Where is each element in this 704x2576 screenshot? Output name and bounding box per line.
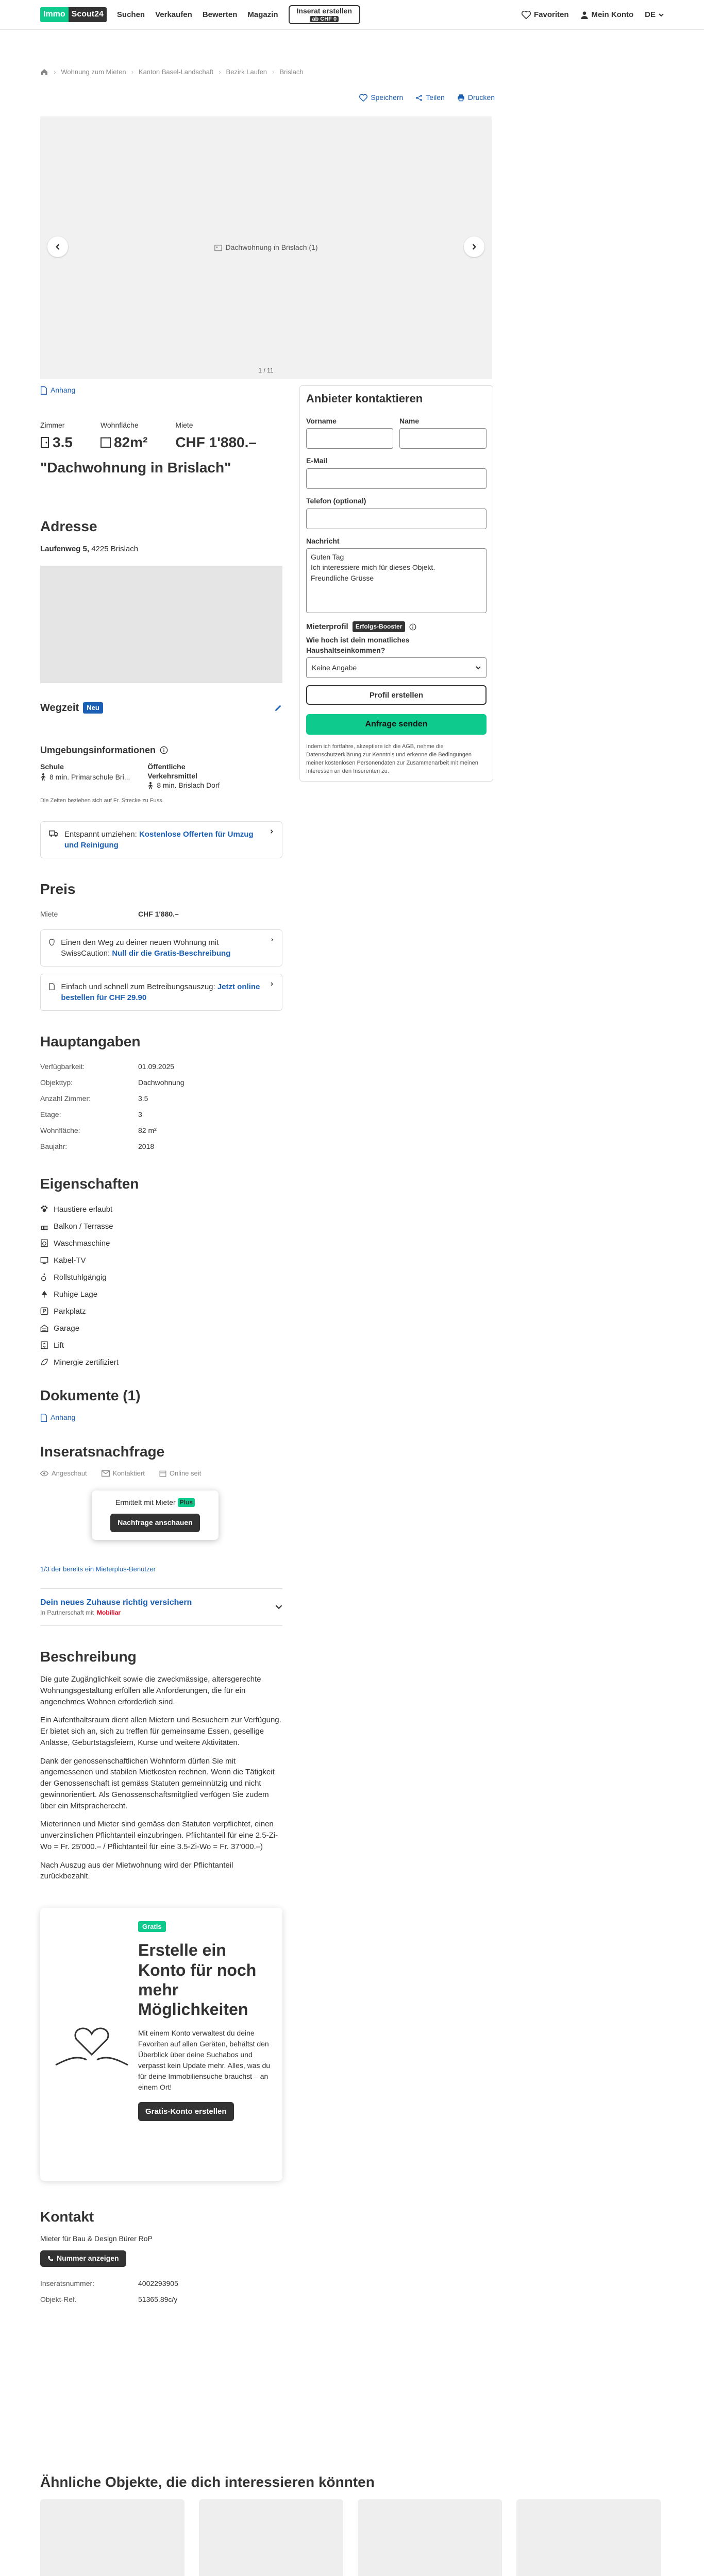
feature-label: Ruhige Lage [54, 1290, 98, 1299]
list-item [40, 1218, 282, 1235]
similar-heading: Ähnliche Objekte, die dich interessieren könnten [40, 2474, 375, 2490]
main-facts-table [40, 1059, 282, 1155]
favorites-label: Favoriten [533, 10, 569, 19]
garage-icon [40, 1324, 48, 1332]
chevron-right-icon [270, 981, 274, 987]
price-label: Miete [40, 910, 58, 919]
listing-title: "Dachwohnung in Brislach" [40, 460, 231, 476]
attachment-label: Anhang [51, 386, 76, 394]
nav-item-sell[interactable]: Verkaufen [155, 10, 192, 19]
fact-value: 3 [138, 1110, 142, 1119]
feature-label: Kabel-TV [54, 1256, 86, 1265]
table-row [40, 1123, 282, 1139]
pencil-icon[interactable] [274, 704, 282, 712]
chevron-right-icon [271, 937, 274, 942]
door-icon [40, 437, 49, 448]
gallery-next-button[interactable] [464, 236, 484, 257]
surroundings-note: Die Zeiten beziehen sich auf Fr. Strecke zu Fuss. [40, 797, 164, 804]
transit-label: Öffentliche Verkehrsmittel [147, 762, 197, 781]
travel-time-label: Wegzeit [40, 702, 79, 714]
site-header [0, 0, 704, 30]
gallery-image-placeholder [214, 243, 318, 253]
similar-list [40, 2499, 664, 2576]
area-value: 82m² [113, 434, 148, 451]
broken-image-icon [214, 244, 223, 252]
similar-card-skeleton[interactable] [516, 2499, 661, 2576]
fact-value: 2018 [138, 1142, 155, 1151]
create-listing-button[interactable] [289, 5, 360, 24]
tenant-profile-label: Mieterprofil [306, 622, 348, 632]
school-value: 8 min. Primarschule Bri... [49, 772, 130, 781]
table-row [40, 1139, 282, 1155]
message-textarea[interactable]: Guten Tag Ich interessiere mich für dieses Objekt. Freundliche Grüsse [306, 548, 487, 613]
create-listing-price: ab CHF 0 [310, 16, 339, 22]
chevron-down-icon [476, 665, 481, 670]
plus-badge: Plus [178, 1498, 195, 1507]
chevron-down-icon [275, 1603, 282, 1611]
surroundings-title: Umgebungsinformationen [40, 744, 156, 755]
phone-icon [47, 2256, 54, 2262]
table-row [40, 1107, 282, 1123]
tv-icon [40, 1256, 48, 1264]
site-logo[interactable] [40, 8, 107, 22]
inquiry-widget [40, 1469, 282, 1577]
key-fact-area [100, 420, 147, 453]
booster-badge: Erfolgs-Booster [353, 621, 406, 632]
create-account-button[interactable]: Gratis-Konto erstellen [138, 2102, 234, 2121]
walk-icon [40, 773, 46, 781]
washing-machine-icon [40, 1239, 48, 1247]
list-item [40, 1303, 282, 1320]
create-listing-label: Inserat erstellen [296, 7, 352, 15]
contact-form-heading: Anbieter kontaktieren [306, 392, 423, 405]
map[interactable] [40, 566, 282, 683]
key-fact-rooms [40, 420, 73, 453]
inquiry-heading: Inseratsnachfrage [40, 1443, 165, 1460]
contact-value: 4002293905 [138, 2279, 178, 2288]
paw-icon [40, 1205, 48, 1213]
debt-extract-card[interactable] [40, 974, 282, 1011]
breadcrumb [0, 56, 704, 89]
table-row [40, 1091, 282, 1107]
table-row [40, 1075, 282, 1091]
list-item [40, 1286, 282, 1303]
save-button[interactable] [359, 93, 403, 103]
similar-card-skeleton[interactable] [358, 2499, 502, 2576]
fact-key: Etage: [40, 1110, 61, 1119]
email-label: E-Mail [306, 456, 328, 465]
features-heading: Eigenschaften [40, 1175, 139, 1192]
features-list [40, 1201, 282, 1371]
walk-icon [147, 782, 154, 789]
breadcrumb-separator: › [272, 67, 275, 76]
feature-label: Rollstuhlgängig [54, 1273, 107, 1282]
address-street: Laufenweg 5, [40, 544, 90, 553]
truck-icon [49, 829, 58, 838]
list-item [40, 1201, 282, 1218]
heart-icon [522, 11, 531, 19]
tab-online-since-label: Online seit [169, 1469, 202, 1477]
moving-offer-text: Entspannt umziehen: [64, 830, 139, 839]
insurance-link[interactable]: Dein neues Zuhause richtig versichern [40, 1598, 192, 1607]
moving-offer-link[interactable]: Kostenlose Offerten für Umzug und Reinigung [64, 830, 254, 850]
description-paragraph: Dank der genossenschaftlichen Wohnform dürfen Sie mit angemessenen und stabilen Mietkosten rechnen. Wenn die Tätigkeit der Genossenschaft ist gemäss Statuten gemeinnützig und nicht gewinnorientiert. Als Genossenschaftsmitglied verfügen Sie zudem über ein Mitspracherecht. [40, 1756, 275, 1810]
breadcrumb-separator: › [54, 67, 56, 76]
listing-actions [359, 93, 495, 103]
first-name-input[interactable] [306, 428, 393, 449]
calendar-icon [159, 1470, 166, 1477]
contact-key: Objekt-Ref. [40, 2295, 77, 2304]
eye-icon [40, 1470, 48, 1477]
first-name-label: Vorname [306, 416, 337, 425]
inquiry-popup [92, 1490, 219, 1540]
info-icon[interactable] [409, 623, 416, 631]
chevron-down-icon [659, 12, 664, 18]
income-question: Wie hoch ist dein monatliches Haushaltseinkommen? [306, 636, 410, 654]
moving-offer-card[interactable] [40, 821, 282, 858]
deposit-card[interactable] [40, 929, 282, 967]
deposit-link[interactable]: Null dir die Gratis-Beschreibung [112, 949, 231, 958]
fact-key: Verfügbarkeit: [40, 1062, 85, 1071]
document-icon [49, 981, 55, 992]
transit-value: 8 min. Brislach Dorf [157, 781, 220, 790]
inquiry-popup-text: Ermittelt mit Mieter [115, 1498, 176, 1506]
tab-viewed[interactable] [40, 1469, 87, 1478]
print-label: Drucken [467, 93, 495, 101]
insurance-partner-label: In Partnerschaft mit [40, 1609, 94, 1617]
description-paragraph: Ein Aufenthaltsraum dient allen Mietern und Besuchern zur Verfügung. Er bietet sich an, sich zu treffen für gemeinsame Essen, gesellige Anlässe, Geburtstagsfeiern, Kurse und weitere Aktivitäten. [40, 1716, 281, 1747]
last-name-label: Name [399, 416, 420, 425]
tab-contacted-label: Kontaktiert [112, 1469, 145, 1477]
show-number-button[interactable] [40, 2250, 126, 2267]
address-line [40, 544, 282, 554]
header-right [522, 9, 664, 20]
nav-item-search[interactable]: Suchen [116, 10, 145, 19]
transit-info [147, 762, 220, 791]
tab-online-since[interactable] [159, 1469, 201, 1478]
fact-key: Wohnfläche: [40, 1126, 80, 1135]
save-label: Speichern [371, 93, 404, 101]
surroundings-grid [40, 762, 282, 791]
school-label: Schule [40, 762, 64, 771]
rooms-value: 3.5 [53, 434, 73, 451]
share-icon [415, 94, 423, 101]
main-nav [117, 9, 278, 20]
fact-value: 01.09.2025 [138, 1062, 175, 1071]
breadcrumb-item[interactable]: Wohnung zum Mieten [61, 67, 126, 76]
similar-card-skeleton[interactable] [40, 2499, 185, 2576]
chevron-right-icon [471, 244, 477, 250]
fact-value: 82 m² [138, 1126, 157, 1135]
breadcrumb-separator: › [131, 67, 133, 76]
logo-part-b: Scout24 [69, 7, 107, 22]
inquiry-tabs [40, 1469, 282, 1478]
income-selected: Keine Angabe [312, 663, 357, 672]
description-paragraph: Die gute Zugänglichkeit sowie die zweckmässige, altersgerechte Wohnungsgestaltung erfüllen alle Anforderungen, die für ein angenehmes Wohnen erforderlich sind. [40, 1675, 261, 1706]
main-facts-heading: Hauptangaben [40, 1033, 141, 1050]
document-label: Anhang [51, 1413, 76, 1422]
feature-label: Balkon / Terrasse [54, 1222, 113, 1231]
contact-value: 51365.89c/y [138, 2295, 178, 2304]
rent-label: Miete [175, 420, 193, 429]
fact-key: Baujahr: [40, 1142, 68, 1151]
shield-icon [49, 937, 55, 947]
key-fact-rent [175, 420, 257, 453]
email-input[interactable] [306, 468, 487, 489]
surroundings-heading [40, 744, 282, 757]
document-icon [40, 1414, 47, 1422]
mail-icon [102, 1470, 110, 1477]
fact-value: 3.5 [138, 1094, 148, 1103]
wheelchair-icon [40, 1273, 48, 1281]
table-row [40, 1059, 282, 1075]
message-label: Nachricht [306, 536, 340, 545]
phone-label: Telefon (optional) [306, 496, 366, 505]
breadcrumb-separator: › [219, 67, 221, 76]
contact-key: Inseratsnummer: [40, 2279, 95, 2288]
breadcrumb-item-current: Brislach [279, 67, 304, 76]
nav-item-evaluate[interactable]: Bewerten [202, 10, 238, 19]
elevator-icon [40, 1341, 48, 1349]
rent-value: CHF 1'880.– [175, 434, 257, 451]
chevron-right-icon [270, 829, 274, 834]
print-button[interactable] [457, 93, 495, 103]
user-icon [580, 11, 589, 19]
fact-value: Dachwohnung [138, 1078, 185, 1087]
language-select[interactable] [645, 9, 664, 20]
language-label: DE [645, 10, 656, 19]
insurance-banner[interactable] [40, 1588, 282, 1626]
promo-title: Erstelle ein Konto für noch mehr Möglichkeiten [138, 1941, 257, 2019]
document-link[interactable] [40, 1413, 282, 1423]
chevron-left-icon [55, 244, 61, 250]
logo-part-a: Immo [40, 7, 69, 22]
promo-text: Mit einem Konto verwaltest du deine Favoriten auf allen Geräten, behältst den Überblick über deine Suchabos und verpasst kein Update mehr. Alles, was du für deine Immobiliensuche brauchst – an einem Ort! [138, 2028, 271, 2091]
area-label: Wohnfläche [100, 420, 139, 429]
feature-label: Garage [54, 1324, 80, 1333]
legal-note: Indem ich fortfahre, akzeptiere ich die AGB, nehme die Datenschutzerklärung zur Kenntnis und erkenne die Bedingungen meiner kostenlosen Personendaten zur Zusammenarbeit mit meinen Interessen an den Inserenten zu. [306, 743, 478, 775]
last-name-input[interactable] [399, 428, 487, 449]
leaf-icon [40, 1358, 48, 1366]
fact-key: Anzahl Zimmer: [40, 1094, 91, 1103]
contact-name: Mieter für Bau & Design Bürer RoP [40, 2234, 153, 2243]
heart-icon [359, 94, 367, 101]
contact-heading: Kontakt [40, 2209, 94, 2225]
floorplan-icon [100, 437, 111, 448]
share-button[interactable] [415, 93, 445, 103]
main-column [40, 385, 282, 2308]
share-label: Teilen [426, 93, 445, 101]
documents-heading: Dokumente (1) [40, 1387, 141, 1403]
feature-label: Parkplatz [54, 1307, 86, 1316]
table-row [40, 2276, 282, 2292]
similar-card-skeleton[interactable] [199, 2499, 343, 2576]
feature-label: Lift [54, 1341, 64, 1350]
view-inquiry-button[interactable]: Nachfrage anschauen [110, 1514, 200, 1532]
debt-extract-link[interactable]: Jetzt online bestellen für CHF 29.90 [61, 982, 260, 1003]
list-item [40, 1269, 282, 1286]
show-number-label: Nummer anzeigen [57, 2253, 119, 2262]
description-heading: Beschreibung [40, 1649, 137, 1665]
description-paragraph: Mieterinnen und Mieter sind gemäss den Statuten verpflichtet, einen unverzinslichen Pflichtanteil einzubringen. Pflichtanteil für eine 2.5-Zi-Wo = Fr. 25'000.– / Pflichtanteil für eine 3.5-Zi-Wo = Fr. 37'000.–) [40, 1820, 278, 1851]
school-info [40, 762, 130, 791]
new-badge: Neu [83, 702, 103, 714]
list-item [40, 1337, 282, 1354]
parking-icon [40, 1307, 48, 1315]
breadcrumb-item[interactable]: Kanton Basel-Landschaft [138, 67, 214, 76]
nav-item-magazine[interactable]: Magazin [247, 10, 278, 19]
home-icon[interactable] [40, 68, 48, 76]
list-item [40, 1320, 282, 1337]
fact-key: Objekttyp: [40, 1078, 73, 1087]
debt-extract-text: Einfach und schnell zum Betreibungsauszug: [61, 982, 217, 992]
feature-label: Minergie zertifiziert [54, 1358, 119, 1367]
tab-contacted[interactable] [102, 1469, 145, 1478]
key-facts [40, 420, 282, 453]
printer-icon [457, 94, 465, 101]
favorites-link[interactable] [522, 9, 569, 20]
hands-heart-icon [51, 2013, 133, 2075]
send-request-button[interactable]: Anfrage senden [306, 714, 487, 735]
address-heading: Adresse [40, 518, 97, 534]
list-item [40, 1354, 282, 1371]
gallery-image-alt: Dachwohnung in Brislach (1) [225, 243, 318, 252]
tree-icon [40, 1290, 48, 1298]
list-item [40, 1252, 282, 1269]
promo-illustration [51, 1921, 138, 2167]
list-item [40, 1235, 282, 1252]
attachment-link[interactable] [40, 385, 282, 396]
image-gallery[interactable] [40, 116, 492, 379]
table-row [40, 2292, 282, 2308]
feature-label: Waschmaschine [54, 1239, 110, 1248]
info-icon[interactable] [160, 746, 168, 754]
account-label: Mein Konto [591, 10, 634, 19]
account-link[interactable] [580, 9, 634, 20]
address-city: 4225 Brislach [91, 544, 139, 553]
deposit-text: Einen den Weg zu deiner neuen Wohnung mit SwissCaution: [61, 938, 219, 958]
travel-time-section [40, 701, 282, 715]
income-select[interactable] [306, 657, 487, 678]
contact-table [40, 2276, 282, 2308]
balcony-icon [40, 1222, 48, 1230]
rooms-label: Zimmer [40, 420, 65, 429]
create-profile-button[interactable]: Profil erstellen [306, 685, 487, 705]
mobiliar-logo: Mobiliar [97, 1609, 121, 1617]
inquiry-footnote[interactable]: 1/3 der bereits ein Mieterplus-Benutzer [40, 1565, 156, 1573]
price-table [40, 906, 282, 922]
signup-promo [40, 1908, 282, 2181]
price-value: CHF 1'880.– [138, 910, 179, 919]
phone-input[interactable] [306, 509, 487, 529]
breadcrumb-item[interactable]: Bezirk Laufen [226, 67, 267, 76]
description-paragraph: Nach Auszug aus der Mietwohnung wird der Pflichtanteil zurückbezahlt. [40, 1860, 233, 1881]
contact-form [299, 385, 493, 782]
tab-viewed-label: Angeschaut [52, 1469, 87, 1477]
gallery-prev-button[interactable] [47, 236, 68, 257]
feature-label: Haustiere erlaubt [54, 1205, 113, 1214]
document-icon [40, 386, 47, 395]
gallery-counter: 1 / 11 [258, 367, 274, 375]
price-heading: Preis [40, 881, 76, 897]
free-badge: Gratis [138, 1921, 166, 1932]
similar-section [40, 2472, 664, 2576]
